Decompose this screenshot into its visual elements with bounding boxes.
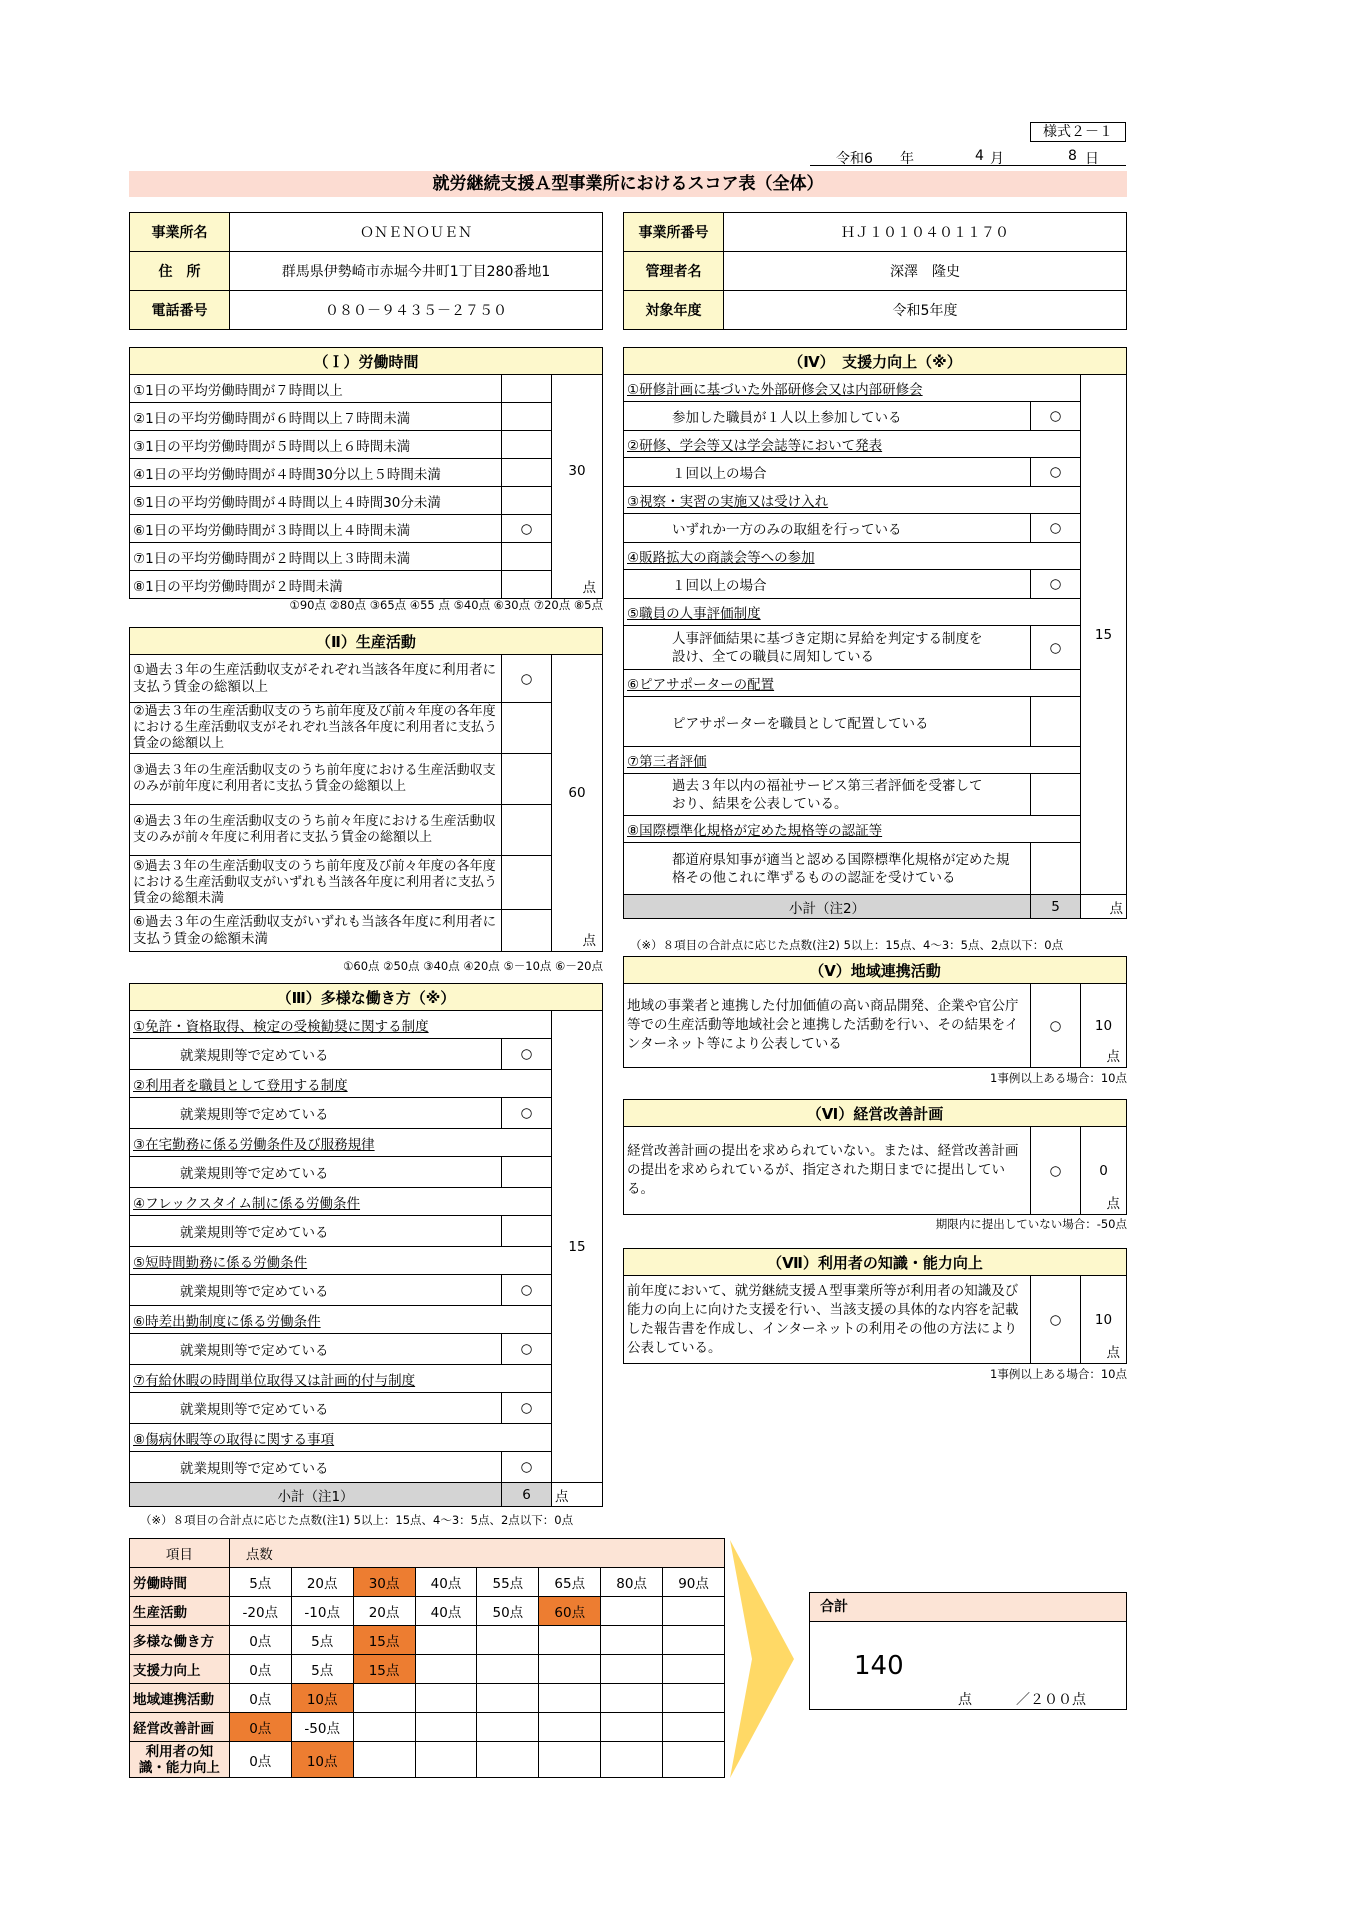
summary-cell — [477, 1713, 539, 1742]
total-value: 140 — [854, 1651, 904, 1681]
address: 群馬県伊勢崎市赤堀今井町1丁目280番地1 — [230, 252, 603, 291]
section-7-title: （Ⅶ）利用者の知識・能力向上 — [624, 1249, 1127, 1276]
s1-mark — [502, 571, 552, 599]
summary-cell — [663, 1742, 725, 1778]
summary-cell: 60点 — [539, 1597, 601, 1626]
s1-score: 30 — [568, 463, 586, 479]
s6-score-cell — [1081, 1127, 1127, 1215]
s3-mark: ○ — [502, 1039, 552, 1070]
summary-row — [130, 1742, 725, 1778]
summary-cell — [353, 1684, 415, 1713]
s2-score: 60 — [568, 785, 586, 801]
s3-score: 15 — [552, 1011, 603, 1483]
summary-cell — [663, 1655, 725, 1684]
summary-row — [130, 1684, 725, 1713]
summary-col-item: 項目 — [130, 1539, 230, 1568]
s7-unit: 点 — [1106, 1345, 1120, 1361]
manager-label: 管理者名 — [624, 252, 724, 291]
summary-cell: 0点 — [229, 1713, 291, 1742]
summary-row-label: 経営改善計画 — [130, 1713, 230, 1742]
s4-item-head: ⑥ピアサポーターの配置 — [624, 670, 1081, 697]
summary-cell — [601, 1684, 663, 1713]
total-box — [809, 1592, 1127, 1710]
s6-mark: ○ — [1031, 1127, 1081, 1215]
s1-row: ⑥1日の平均労働時間が３時間以上４時間未満 — [130, 515, 502, 543]
s3-item-head: ③在宅勤務に係る労働条件及び服務規律 — [130, 1129, 552, 1157]
s3-item-sub: 就業規則等で定めている — [130, 1452, 502, 1483]
s4-item-head: ①研修計画に基づいた外部研修会又は内部研修会 — [624, 375, 1081, 402]
summary-cell: 10点 — [291, 1684, 353, 1713]
summary-cell: 0点 — [229, 1684, 291, 1713]
s6-note: 期限内に提出していない場合：-50点 — [935, 1217, 1127, 1231]
summary-cell: 15点 — [353, 1655, 415, 1684]
date-month-unit: 月 — [990, 151, 1004, 167]
section-4-title: （Ⅳ） 支援力向上（※） — [624, 348, 1127, 375]
s4-item-head: ④販路拡大の商談会等への参加 — [624, 543, 1081, 570]
summary-cell: 40点 — [415, 1597, 477, 1626]
s3-mark: ○ — [502, 1452, 552, 1483]
s3-item-head: ⑦有給休暇の時間単位取得又は計画的付与制度 — [130, 1365, 552, 1393]
s3-item-head: ④フレックスタイム制に係る労働条件 — [130, 1188, 552, 1216]
s2-mark — [502, 703, 552, 754]
section-2-table — [129, 627, 603, 952]
s4-mark: ○ — [1031, 514, 1081, 543]
summary-cell: 90点 — [663, 1568, 725, 1597]
s1-mark — [502, 543, 552, 571]
s4-mark: ○ — [1031, 458, 1081, 487]
s3-mark: ○ — [502, 1098, 552, 1129]
form-id: 様式２－１ — [1030, 122, 1126, 142]
summary-cell — [663, 1713, 725, 1742]
s3-item-sub: 就業規則等で定めている — [130, 1275, 502, 1306]
summary-cell — [663, 1684, 725, 1713]
summary-cell: 40点 — [415, 1568, 477, 1597]
s3-item-head: ⑤短時間勤務に係る労働条件 — [130, 1247, 552, 1275]
summary-cell: 0点 — [229, 1655, 291, 1684]
date-era: 令和6 — [836, 151, 873, 167]
s2-row: ④過去３年の生産活動収支のうち前々年度における生産活動収支のみが前々年度に利用者に支払う賃金の総額以上 — [130, 805, 502, 856]
section-5-table — [623, 956, 1127, 1068]
section-6-table — [623, 1099, 1127, 1215]
summary-cell — [539, 1713, 601, 1742]
s3-unit: 点 — [552, 1483, 603, 1507]
s1-score-cell — [552, 375, 603, 599]
s4-item-head: ③視察・実習の実施又は受け入れ — [624, 487, 1081, 514]
summary-cell: 5点 — [229, 1568, 291, 1597]
total-max: ／２００点 — [1016, 1692, 1086, 1708]
total-label: 合計 — [810, 1593, 1126, 1622]
s2-mark: ○ — [502, 655, 552, 703]
summary-cell: -10点 — [291, 1597, 353, 1626]
date-day-unit: 日 — [1085, 151, 1099, 167]
s2-mark — [502, 805, 552, 856]
s2-unit: 点 — [582, 933, 596, 949]
manager: 深澤 隆史 — [724, 252, 1127, 291]
s3-item-sub: 就業規則等で定めている — [130, 1098, 502, 1129]
section-4-table — [623, 347, 1127, 919]
summary-cell — [663, 1597, 725, 1626]
summary-cell: 5点 — [291, 1655, 353, 1684]
summary-cell — [601, 1713, 663, 1742]
s4-item-head: ⑧国際標準化規格が定めた規格等の認証等 — [624, 816, 1081, 843]
page-title: 就労継続支援Ａ型事業所におけるスコア表（全体） — [129, 171, 1127, 197]
summary-cell — [415, 1713, 477, 1742]
summary-cell: 0点 — [229, 1742, 291, 1778]
s4-item-sub: 人事評価結果に基づき定期に昇給を判定する制度を設け、全ての職員に周知している — [624, 626, 1031, 670]
summary-cell — [477, 1742, 539, 1778]
s2-row: ①過去３年の生産活動収支がそれぞれ当該各年度に利用者に支払う賃金の総額以上 — [130, 655, 502, 703]
s5-note: 1事例以上ある場合：10点 — [990, 1071, 1127, 1085]
year-label: 対象年度 — [624, 291, 724, 330]
office-no-label: 事業所番号 — [624, 213, 724, 252]
s5-text: 地域の事業者と連携した付加価値の高い商品開発、企業や官公庁等での生産活動等地域社会と連携した活動を行い、その結果をインターネット等により公表している — [624, 984, 1031, 1068]
s2-row: ⑤過去３年の生産活動収支のうち前年度及び前々年度の各年度における生産活動収支がいずれも当該各年度に利用者に支払う賃金の総額未満 — [130, 856, 502, 910]
phone-label: 電話番号 — [130, 291, 230, 330]
summary-cell: 50点 — [477, 1597, 539, 1626]
s4-item-sub: 過去３年以内の福祉サービス第三者評価を受審しており、結果を公表している。 — [624, 774, 1031, 816]
s7-score: 10 — [1094, 1312, 1113, 1328]
s6-unit: 点 — [1106, 1196, 1120, 1212]
s4-subtotal: 5 — [1031, 895, 1081, 919]
summary-row — [130, 1713, 725, 1742]
s2-score-cell — [552, 655, 603, 952]
s2-row: ⑥過去３年の生産活動収支がいずれも当該各年度に利用者に支払う賃金の総額未満 — [130, 910, 502, 952]
s3-subtotal: 6 — [502, 1483, 552, 1507]
s4-item-head: ⑤職員の人事評価制度 — [624, 599, 1081, 626]
s1-row: ②1日の平均労働時間が６時間以上７時間未満 — [130, 403, 502, 431]
summary-cell: 20点 — [291, 1568, 353, 1597]
s1-mark — [502, 431, 552, 459]
s3-item-sub: 就業規則等で定めている — [130, 1334, 502, 1365]
date-month: 4 — [975, 148, 984, 164]
summary-row-label: 労働時間 — [130, 1568, 230, 1597]
arrow-icon — [728, 1538, 796, 1780]
summary-cell — [415, 1742, 477, 1778]
summary-row-label: 利用者の知識・能力向上 — [130, 1742, 230, 1778]
address-label: 住 所 — [130, 252, 230, 291]
summary-row-label: 支援力向上 — [130, 1655, 230, 1684]
s7-score-cell — [1081, 1276, 1127, 1364]
s3-item-sub: 就業規則等で定めている — [130, 1393, 502, 1424]
s2-row: ③過去３年の生産活動収支のうち前年度における生産活動収支のみが前年度に利用者に支払う賃金の総額以上 — [130, 754, 502, 805]
summary-col-points: 点数 — [229, 1539, 724, 1568]
s1-note: ①90点 ②80点 ③65点 ④55 点 ⑤40点 ⑥30点 ⑦20点 ⑧5点 — [289, 598, 603, 612]
s1-row: ④1日の平均労働時間が４時間30分以上５時間未満 — [130, 459, 502, 487]
section-7-table — [623, 1248, 1127, 1364]
s3-item-sub: 就業規則等で定めている — [130, 1157, 502, 1188]
s4-unit: 点 — [1081, 895, 1127, 919]
s1-row: ③1日の平均労働時間が５時間以上６時間未満 — [130, 431, 502, 459]
s7-text: 前年度において、就労継続支援Ａ型事業所等が利用者の知識及び能力の向上に向けた支援を行い、当該支援の具体的な内容を記載した報告書を作成し、インターネットの利用その他の方法により公表している。 — [624, 1276, 1031, 1364]
summary-cell: 80点 — [601, 1568, 663, 1597]
summary-cell — [415, 1626, 477, 1655]
s2-note: ①60点 ②50点 ③40点 ④20点 ⑤－10点 ⑥－20点 — [343, 959, 603, 973]
summary-cell: 20点 — [353, 1597, 415, 1626]
s4-mark — [1031, 843, 1081, 895]
summary-row-label: 地域連携活動 — [130, 1684, 230, 1713]
s5-mark: ○ — [1031, 984, 1081, 1068]
s5-score-cell — [1081, 984, 1127, 1068]
s3-mark — [502, 1157, 552, 1188]
s5-unit: 点 — [1106, 1049, 1120, 1065]
s6-score: 0 — [1099, 1163, 1108, 1179]
summary-cell: 30点 — [353, 1568, 415, 1597]
summary-cell: 5点 — [291, 1626, 353, 1655]
s4-mark: ○ — [1031, 570, 1081, 599]
summary-cell — [353, 1713, 415, 1742]
target-year: 令和5年度 — [724, 291, 1127, 330]
summary-cell — [539, 1684, 601, 1713]
s1-unit: 点 — [582, 580, 596, 596]
s7-mark: ○ — [1031, 1276, 1081, 1364]
info-table-left — [129, 212, 603, 330]
summary-row — [130, 1626, 725, 1655]
summary-cell — [601, 1655, 663, 1684]
summary-cell — [663, 1626, 725, 1655]
date-day: 8 — [1068, 148, 1077, 164]
s5-score: 10 — [1094, 1018, 1113, 1034]
s1-mark — [502, 487, 552, 515]
summary-row — [130, 1568, 725, 1597]
s4-item-sub: １回以上の場合 — [624, 458, 1031, 487]
section-3-title: （Ⅲ）多様な働き方（※） — [130, 984, 603, 1011]
s4-item-sub: いずれか一方のみの取組を行っている — [624, 514, 1031, 543]
summary-cell — [477, 1626, 539, 1655]
s3-item-head: ⑧傷病休暇等の取得に関する事項 — [130, 1424, 552, 1452]
s4-mark: ○ — [1031, 402, 1081, 431]
s3-mark: ○ — [502, 1393, 552, 1424]
section-6-title: （Ⅵ）経営改善計画 — [624, 1100, 1127, 1127]
summary-cell: -20点 — [229, 1597, 291, 1626]
s4-mark — [1031, 697, 1081, 747]
s2-row: ②過去３年の生産活動収支のうち前年度及び前々年度の各年度における生産活動収支がそれぞれ当該各年度に利用者に支払う賃金の総額以上 — [130, 703, 502, 754]
section-1-table — [129, 347, 603, 599]
s3-item-head: ⑥時差出勤制度に係る労働条件 — [130, 1306, 552, 1334]
s6-text: 経営改善計画の提出を求められていない。または、経営改善計画の提出を求められているが、指定された期日までに提出している。 — [624, 1127, 1031, 1215]
section-3-table — [129, 983, 603, 1507]
s4-item-sub: １回以上の場合 — [624, 570, 1031, 599]
s4-item-sub: 参加した職員が１人以上参加している — [624, 402, 1031, 431]
summary-row — [130, 1597, 725, 1626]
s4-mark — [1031, 774, 1081, 816]
summary-cell: 65点 — [539, 1568, 601, 1597]
s3-mark — [502, 1216, 552, 1247]
office-name: ＯＮＥＮＯＵＥＮ — [230, 213, 603, 252]
s3-item-sub: 就業規則等で定めている — [130, 1216, 502, 1247]
s7-note: 1事例以上ある場合：10点 — [990, 1367, 1127, 1381]
s3-mark: ○ — [502, 1275, 552, 1306]
summary-cell — [539, 1742, 601, 1778]
summary-cell: -50点 — [291, 1713, 353, 1742]
s3-subtotal-label: 小計（注1） — [130, 1483, 502, 1507]
summary-row-label: 多様な働き方 — [130, 1626, 230, 1655]
s4-item-head: ②研修、学会等又は学会誌等において発表 — [624, 431, 1081, 458]
s1-mark — [502, 459, 552, 487]
summary-cell — [353, 1742, 415, 1778]
s1-row: ①1日の平均労働時間が７時間以上 — [130, 375, 502, 403]
section-1-title: （Ｉ）労働時間 — [130, 348, 603, 375]
s4-item-head: ⑦第三者評価 — [624, 747, 1081, 774]
date-row — [810, 148, 1126, 166]
summary-cell — [601, 1597, 663, 1626]
summary-cell — [539, 1655, 601, 1684]
s4-mark: ○ — [1031, 626, 1081, 670]
s4-score: 15 — [1081, 375, 1127, 895]
s3-mark: ○ — [502, 1334, 552, 1365]
summary-cell: 55点 — [477, 1568, 539, 1597]
summary-cell: 10点 — [291, 1742, 353, 1778]
section-5-title: （Ⅴ）地域連携活動 — [624, 957, 1127, 984]
summary-cell — [415, 1655, 477, 1684]
s4-item-sub: 都道府県知事が適当と認める国際標準化規格が定めた規格その他これに準ずるものの認証を受けている — [624, 843, 1031, 895]
summary-body — [130, 1568, 725, 1778]
s4-note: （※）８項目の合計点に応じた点数(注2) 5以上：15点、4～3：5点、2点以下：0点 — [630, 938, 1064, 952]
s1-row: ⑦1日の平均労働時間が２時間以上３時間未満 — [130, 543, 502, 571]
s4-subtotal-label: 小計（注2） — [624, 895, 1031, 919]
summary-cell — [477, 1655, 539, 1684]
s2-mark — [502, 754, 552, 805]
summary-row-label: 生産活動 — [130, 1597, 230, 1626]
office-name-label: 事業所名 — [130, 213, 230, 252]
s1-row: ⑤1日の平均労働時間が４時間以上４時間30分未満 — [130, 487, 502, 515]
s4-item-sub: ピアサポーターを職員として配置している — [624, 697, 1031, 747]
summary-cell — [415, 1684, 477, 1713]
info-table-right — [623, 212, 1127, 330]
summary-cell — [601, 1626, 663, 1655]
section-2-title: （Ⅱ）生産活動 — [130, 628, 603, 655]
summary-cell — [601, 1742, 663, 1778]
s2-mark — [502, 856, 552, 910]
summary-row — [130, 1655, 725, 1684]
s3-item-head: ②利用者を職員として登用する制度 — [130, 1070, 552, 1098]
phone: ０８０－９４３５－２７５０ — [230, 291, 603, 330]
summary-cell: 0点 — [229, 1626, 291, 1655]
s3-item-sub: 就業規則等で定めている — [130, 1039, 502, 1070]
s3-item-head: ①免許・資格取得、検定の受検勧奨に関する制度 — [130, 1011, 552, 1039]
summary-cell — [539, 1626, 601, 1655]
summary-cell: 15点 — [353, 1626, 415, 1655]
arrow-shape — [730, 1540, 794, 1778]
s1-mark: ○ — [502, 515, 552, 543]
date-year-unit: 年 — [900, 151, 914, 167]
office-no: ＨＪ１０１０４０１１７０ — [724, 213, 1127, 252]
s1-mark — [502, 403, 552, 431]
s2-mark — [502, 910, 552, 952]
summary-cell — [477, 1684, 539, 1713]
s1-mark — [502, 375, 552, 403]
total-unit: 点 — [958, 1692, 972, 1708]
summary-table — [129, 1538, 725, 1778]
s3-note: （※）８項目の合計点に応じた点数(注1) 5以上：15点、4～3：5点、2点以下：0点 — [140, 1513, 574, 1527]
s1-row: ⑧1日の平均労働時間が２時間未満 — [130, 571, 502, 599]
